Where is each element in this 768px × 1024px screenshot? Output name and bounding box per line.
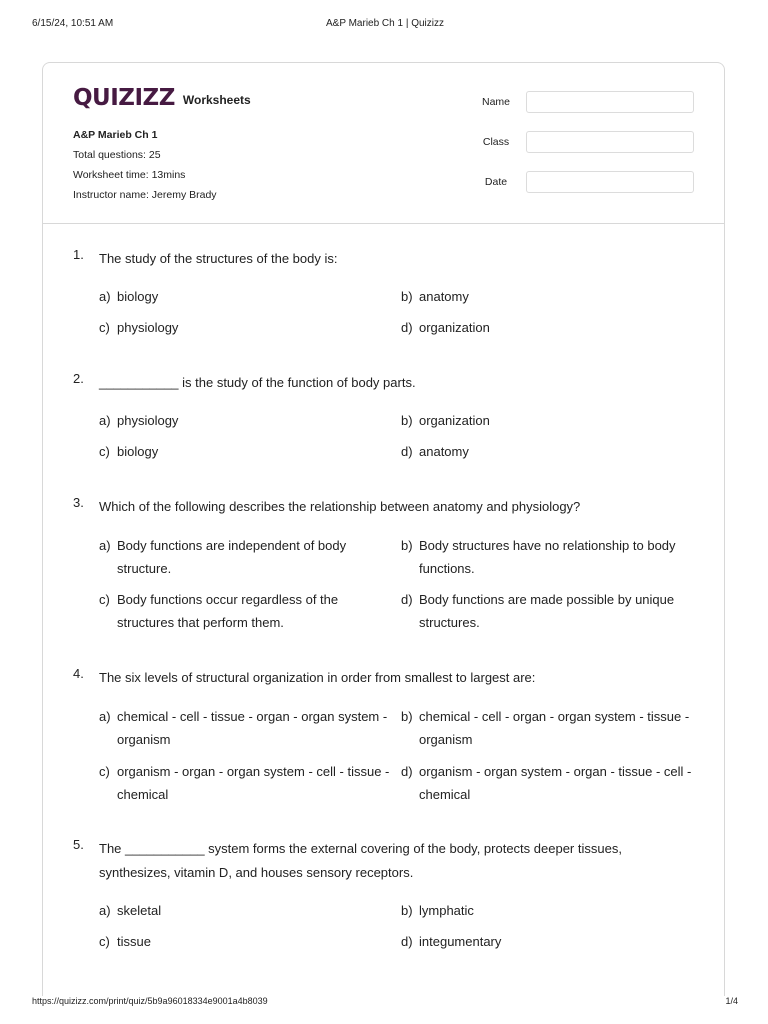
print-datetime: 6/15/24, 10:51 AM [32, 18, 114, 29]
option-b[interactable]: b) organization [401, 413, 490, 428]
question-1 [73, 247, 694, 347]
option-b[interactable]: b) lymphatic [401, 903, 474, 918]
name-field[interactable] [526, 91, 694, 113]
question-number: 5. [73, 837, 84, 852]
question-number: 1. [73, 247, 84, 262]
option-a[interactable]: a) Body functions are independent of body structure. [99, 538, 347, 576]
worksheet-meta [73, 125, 217, 205]
option-b[interactable]: b) Body structures have no relationship to body functions. [401, 538, 676, 576]
question-text: ___________ is the study of the function of body parts. [99, 375, 416, 390]
class-label: Class [482, 136, 510, 148]
worksheet-title: A&P Marieb Ch 1 [73, 129, 158, 141]
option-d[interactable]: d) Body functions are made possible by unique structures. [401, 592, 675, 630]
option-c[interactable]: c) biology [99, 444, 159, 459]
total-questions: Total questions: 25 [73, 149, 161, 161]
print-page-number: 1/4 [725, 996, 738, 1006]
quizizz-logo [73, 85, 251, 111]
date-field[interactable] [526, 171, 694, 193]
print-url: https://quizizz.com/print/quiz/5b9a96018334e9001a4b8039 [32, 996, 268, 1006]
option-d[interactable]: d) integumentary [401, 934, 502, 949]
name-label: Name [481, 96, 510, 108]
question-number: 2. [73, 371, 84, 386]
date-field-row [466, 171, 694, 193]
question-text: The ___________ system forms the external covering of the body, protects deeper tissues, synthesizes, vitamin D, and houses sensory receptors. [99, 841, 622, 880]
question-3 [73, 495, 694, 645]
question-text: The six levels of structural organization in order from smallest to largest are: [99, 670, 536, 685]
option-a[interactable]: a) skeletal [99, 903, 162, 918]
option-a[interactable]: a) biology [99, 289, 159, 304]
option-c[interactable]: c) Body functions occur regardless of the structures that perform them. [99, 592, 339, 630]
option-b[interactable]: b) anatomy [401, 289, 469, 304]
print-doc-title: A&P Marieb Ch 1 | Quizizz [325, 18, 444, 29]
option-a[interactable]: a) physiology [99, 413, 179, 428]
print-header [32, 18, 738, 32]
question-4 [73, 666, 694, 816]
print-footer [32, 996, 738, 1010]
question-number: 4. [73, 666, 84, 681]
option-b[interactable]: b) chemical - cell - organ - organ system - tissue - organism [401, 709, 690, 747]
logo-wordmark: QUIZIZZ [73, 85, 175, 111]
option-d[interactable]: d) organism - organ system - organ - tissue - cell - chemical [401, 764, 692, 802]
question-5 [73, 837, 694, 967]
option-d[interactable]: d) anatomy [401, 444, 469, 459]
date-label: Date [484, 176, 508, 188]
worksheet-header [43, 63, 724, 224]
class-field-row [466, 131, 694, 153]
question-text: The study of the structures of the body is: [99, 251, 338, 266]
question-text: Which of the following describes the relationship between anatomy and physiology? [99, 499, 581, 514]
class-field[interactable] [526, 131, 694, 153]
logo-subtitle: Worksheets [182, 93, 251, 107]
option-a[interactable]: a) chemical - cell - tissue - organ - organ system - organism [99, 709, 388, 747]
question-number: 3. [73, 495, 84, 510]
instructor-name: Instructor name: Jeremy Brady [73, 189, 217, 201]
question-2 [73, 371, 694, 471]
option-c[interactable]: c) tissue [99, 934, 151, 949]
name-field-row [466, 91, 694, 113]
option-d[interactable]: d) organization [401, 320, 490, 335]
option-c[interactable]: c) organism - organ - organ system - cell - tissue - chemical [99, 764, 390, 802]
option-c[interactable]: c) physiology [99, 320, 179, 335]
worksheet-card [42, 62, 725, 996]
worksheet-time: Worksheet time: 13mins [73, 169, 186, 181]
